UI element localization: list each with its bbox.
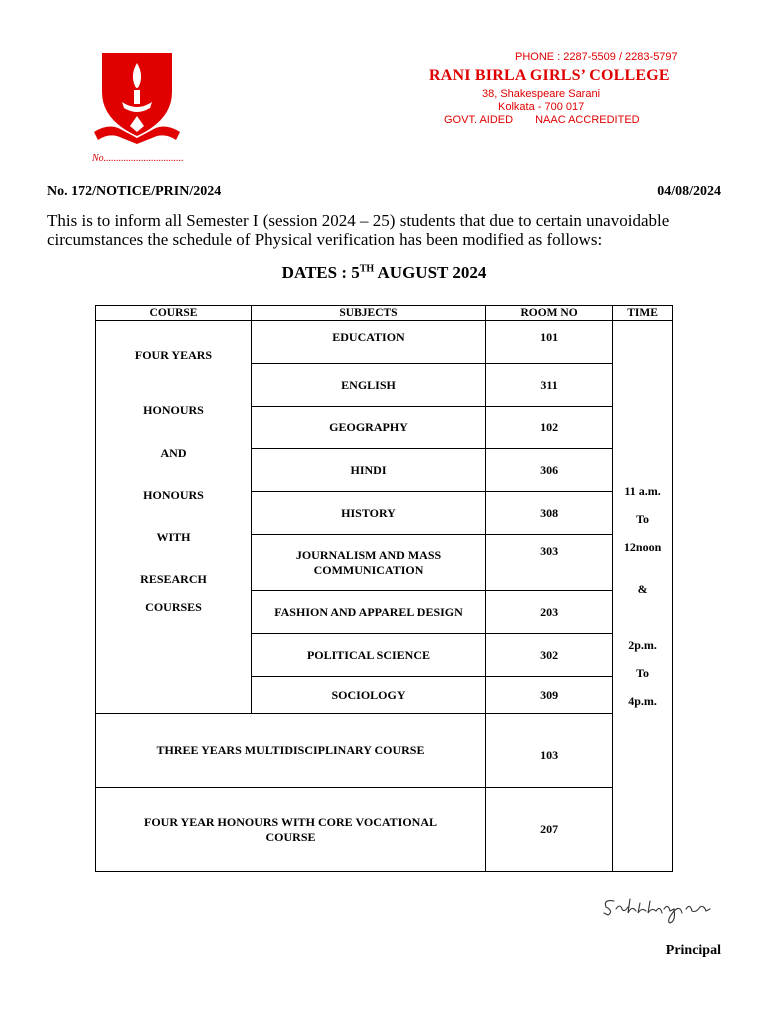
signature-icon	[600, 893, 715, 927]
schedule-table	[95, 305, 673, 872]
course-cell: FOUR YEAR HONOURS WITH CORE VOCATIONAL COURSE	[96, 788, 486, 872]
table-row	[96, 321, 673, 364]
notice-reference: No. 172/NOTICE/PRIN/2024	[47, 184, 222, 199]
subject-cell: ENGLISH	[252, 364, 486, 407]
time-line: 4p.m.	[628, 694, 657, 708]
accreditation-tags	[444, 114, 640, 126]
letter-number-line: No................................	[92, 153, 184, 164]
course-line: FOUR YEARS	[134, 348, 213, 362]
room-cell: 101	[486, 321, 613, 364]
course-line: RESEARCH	[140, 572, 207, 586]
header-subjects: SUBJECTS	[252, 306, 486, 321]
dates-heading	[0, 263, 768, 283]
course-line: HONOURS	[143, 403, 204, 417]
room-cell: 207	[486, 788, 613, 872]
subject-cell: GEOGRAPHY	[252, 407, 486, 449]
naac-tag: NAAC ACCREDITED	[535, 114, 640, 126]
room-cell: 309	[486, 677, 613, 714]
room-cell: 308	[486, 492, 613, 535]
college-logo-icon	[92, 50, 182, 146]
room-cell: 302	[486, 634, 613, 677]
time-line: 11 a.m.	[624, 484, 661, 498]
college-name: RANI BIRLA GIRLS’ COLLEGE	[429, 67, 670, 84]
room-cell: 203	[486, 591, 613, 634]
room-cell: 306	[486, 449, 613, 492]
principal-title: Principal	[665, 943, 721, 958]
header-time: TIME	[613, 306, 673, 321]
subject-cell: HISTORY	[252, 492, 486, 535]
dates-superscript: TH	[359, 263, 375, 275]
course-group-cell	[96, 321, 252, 714]
course-line: COURSES	[145, 600, 202, 614]
subject-cell: JOURNALISM AND MASS COMMUNICATION	[252, 535, 486, 591]
room-cell: 103	[486, 714, 613, 788]
time-line: 2p.m.	[628, 638, 657, 652]
subject-cell: FASHION AND APPAREL DESIGN	[252, 591, 486, 634]
address-line-1: 38, Shakespeare Sarani	[482, 88, 601, 100]
subject-cell: SOCIOLOGY	[252, 677, 486, 714]
dates-suffix: AUGUST 2024	[374, 263, 487, 282]
govt-aided-tag: GOVT. AIDED	[444, 114, 514, 126]
course-cell: THREE YEARS MULTIDISCIPLINARY COURSE	[96, 714, 486, 788]
subject-cell: EDUCATION	[252, 321, 486, 364]
time-line: To	[636, 512, 650, 526]
time-line: &	[637, 582, 648, 596]
notice-intro: This is to inform all Semester I (session 2024 – 25) students that due to certain unavoidable circumstances the schedule of Physical verification has been modified as follows:	[47, 211, 670, 249]
course-line: AND	[160, 446, 187, 460]
table-header-row	[96, 306, 673, 321]
room-cell: 303	[486, 535, 613, 591]
time-cell	[613, 321, 673, 872]
course-line: WITH	[156, 530, 191, 544]
address-line-2: Kolkata - 700 017	[498, 101, 585, 113]
phone-numbers: PHONE : 2287-5509 / 2283-5797	[515, 51, 678, 63]
header-room: ROOM NO	[486, 306, 613, 321]
dates-prefix: DATES : 5	[281, 263, 360, 282]
notice-date: 04/08/2024	[657, 184, 721, 199]
course-line: HONOURS	[143, 488, 204, 502]
subject-cell: POLITICAL SCIENCE	[252, 634, 486, 677]
room-cell: 102	[486, 407, 613, 449]
time-line: 12noon	[623, 540, 662, 554]
subject-cell: HINDI	[252, 449, 486, 492]
table-row	[96, 788, 673, 872]
time-line: To	[636, 666, 650, 680]
table-row	[96, 714, 673, 788]
room-cell: 311	[486, 364, 613, 407]
header-course: COURSE	[96, 306, 252, 321]
